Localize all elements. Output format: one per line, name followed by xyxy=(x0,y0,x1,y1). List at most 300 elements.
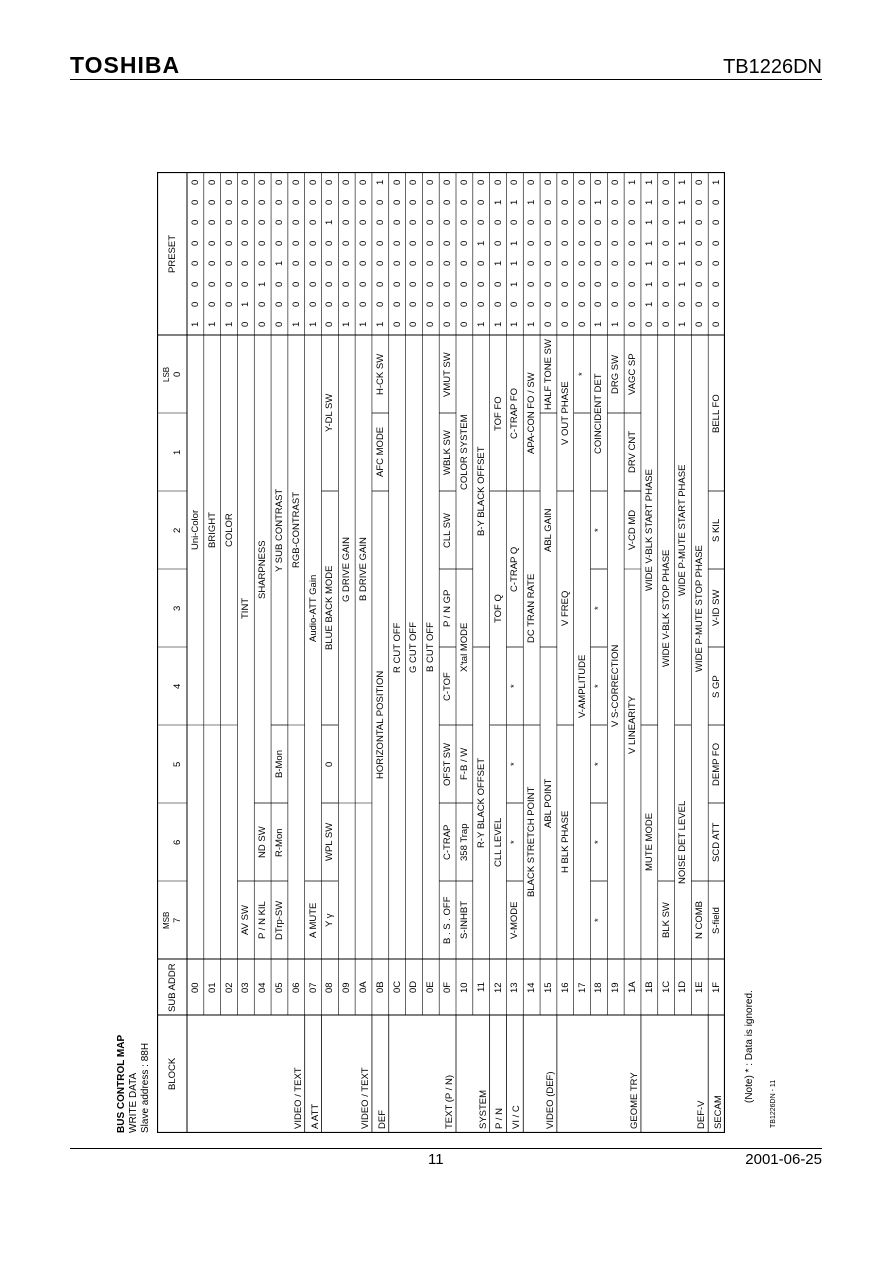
preset-1D-3: 1 xyxy=(677,260,689,267)
preset-11-7: 0 xyxy=(475,179,487,185)
preset-0A-2: 0 xyxy=(358,281,370,287)
preset-02-3: 0 xyxy=(223,260,235,267)
preset-1A-2: 0 xyxy=(627,281,639,287)
block-label-7: VI / C xyxy=(511,1105,523,1129)
preset-12-1: 0 xyxy=(492,301,504,307)
preset-1A-7: 1 xyxy=(627,179,639,185)
preset-10-2: 0 xyxy=(458,281,470,287)
preset-0E-0: 0 xyxy=(425,322,437,328)
preset-14-7: 0 xyxy=(526,179,538,185)
preset-18-7: 0 xyxy=(593,179,605,185)
cell-18-bit2: * xyxy=(593,528,605,532)
preset-05-5: 0 xyxy=(273,220,285,226)
preset-16-2: 0 xyxy=(559,281,571,287)
sub-addr-0A: 0A xyxy=(358,981,370,993)
preset-05-6: 0 xyxy=(273,199,285,206)
preset-0E-5: 0 xyxy=(425,220,437,226)
cell-16-bit1: V OUT PHASE xyxy=(559,381,571,445)
preset-1C-6: 0 xyxy=(660,199,672,206)
preset-07-5: 0 xyxy=(307,220,319,226)
preset-0C-4: 0 xyxy=(391,240,403,246)
preset-1F-2: 0 xyxy=(711,281,723,287)
preset-16-1: 0 xyxy=(559,301,571,307)
cell-18-bit6: * xyxy=(593,840,605,844)
preset-1E-5: 0 xyxy=(694,220,706,226)
sub-addr-19: 19 xyxy=(610,981,622,993)
cell-0C-bit7: R CUT OFF xyxy=(391,622,403,673)
preset-18-6: 1 xyxy=(593,199,605,206)
cell-12-bit1: TOF FO xyxy=(492,395,504,431)
preset-11-6: 0 xyxy=(475,199,487,206)
preset-0C-1: 0 xyxy=(391,301,403,307)
preset-0C-7: 0 xyxy=(391,179,403,185)
cell-1D-bit7: NOISE DET LEVEL xyxy=(677,800,689,884)
preset-0E-7: 0 xyxy=(425,179,437,185)
preset-09-6: 0 xyxy=(341,199,353,206)
preset-1B-0: 0 xyxy=(643,322,655,328)
preset-09-4: 0 xyxy=(341,240,353,246)
preset-1D-0: 1 xyxy=(677,322,689,328)
sub-addr-10: 10 xyxy=(458,981,470,993)
preset-06-1: 0 xyxy=(290,301,302,307)
preset-00-5: 0 xyxy=(189,220,201,226)
cell-05-bit6: R-Mon xyxy=(273,827,285,857)
sub-addr-0C: 0C xyxy=(391,980,403,993)
preset-16-4: 0 xyxy=(559,240,571,246)
preset-09-5: 0 xyxy=(341,220,353,226)
preset-07-4: 0 xyxy=(307,240,319,246)
preset-11-4: 1 xyxy=(475,240,487,246)
preset-02-6: 0 xyxy=(223,199,235,206)
preset-13-3: 1 xyxy=(509,260,521,267)
map-title: BUS CONTROL MAP xyxy=(116,1034,127,1133)
preset-14-1: 0 xyxy=(526,301,538,307)
preset-02-2: 0 xyxy=(223,281,235,287)
cell-18-bit7: * xyxy=(593,918,605,922)
cell-0B-bit0: H-CK SW xyxy=(374,353,386,395)
preset-14-6: 1 xyxy=(526,199,538,206)
cell-09-bit5: G DRIVE GAIN xyxy=(341,536,353,602)
preset-04-2: 1 xyxy=(257,281,269,287)
cell-1F-bit1: BELL FO xyxy=(711,393,723,433)
preset-0B-0: 1 xyxy=(374,322,386,328)
block-label-2: VIDEO / TEXT xyxy=(359,1067,371,1129)
preset-1C-5: 0 xyxy=(660,220,672,226)
preset-0D-1: 0 xyxy=(408,301,420,307)
cell-19-bit7: V S-CORRECTION xyxy=(610,644,622,727)
preset-1F-7: 1 xyxy=(711,179,723,185)
preset-1E-3: 0 xyxy=(694,260,706,267)
cell-1F-bit4: S GP xyxy=(711,674,723,698)
preset-17-6: 0 xyxy=(576,199,588,206)
preset-0E-3: 0 xyxy=(425,260,437,267)
preset-1B-4: 1 xyxy=(643,240,655,246)
preset-02-1: 0 xyxy=(223,301,235,307)
preset-17-1: 0 xyxy=(576,301,588,307)
sub-addr-13: 13 xyxy=(509,981,521,993)
preset-0A-1: 0 xyxy=(358,301,370,307)
preset-01-2: 0 xyxy=(206,281,218,287)
cell-17-bit7: V-AMPLITUDE xyxy=(576,654,588,718)
preset-09-7: 0 xyxy=(341,179,353,185)
preset-10-5: 0 xyxy=(458,220,470,226)
cell-15-bit7: ABL POINT xyxy=(542,778,554,828)
preset-1E-1: 0 xyxy=(694,301,706,307)
preset-02-4: 0 xyxy=(223,240,235,246)
preset-0B-5: 0 xyxy=(374,220,386,226)
preset-18-3: 0 xyxy=(593,260,605,267)
cell-0F-bit7: B . S . OFF xyxy=(442,896,454,944)
cell-00-bit4: Uni-Color xyxy=(189,509,201,550)
preset-0A-3: 0 xyxy=(358,260,370,267)
preset-14-4: 0 xyxy=(526,240,538,246)
cell-13-bit4: * xyxy=(509,684,521,688)
preset-1B-2: 1 xyxy=(643,281,655,287)
preset-header: PRESET xyxy=(166,234,178,273)
preset-1A-4: 0 xyxy=(627,240,639,246)
preset-15-6: 0 xyxy=(542,199,554,206)
preset-15-5: 0 xyxy=(542,220,554,226)
preset-08-2: 0 xyxy=(324,281,336,287)
preset-17-3: 0 xyxy=(576,260,588,267)
sub-addr-05: 05 xyxy=(273,981,285,993)
table-note: (Note) * : Data is ignored. xyxy=(744,990,755,1103)
cell-1B-bit4: WIDE V-BLK START PHASE xyxy=(643,469,655,591)
cell-1A-bit1: DRV CNT xyxy=(627,430,639,473)
cell-0B-bit7: HORIZONTAL POSITION xyxy=(374,670,386,779)
preset-01-6: 0 xyxy=(206,199,218,206)
block-label-9: GEOME TRY xyxy=(628,1072,640,1129)
preset-07-6: 0 xyxy=(307,199,319,206)
preset-12-6: 1 xyxy=(492,199,504,206)
cell-04-bit6: ND SW xyxy=(257,826,269,858)
preset-1E-0: 0 xyxy=(694,322,706,328)
cell-03-bit7: AV SW xyxy=(240,905,252,935)
block-label-0: VIDEO / TEXT xyxy=(292,1067,304,1129)
preset-14-5: 0 xyxy=(526,220,538,226)
preset-00-7: 0 xyxy=(189,179,201,185)
preset-14-2: 0 xyxy=(526,281,538,287)
sub-addr-02: 02 xyxy=(223,981,235,993)
cell-19-bit0: DRG SW xyxy=(610,354,622,394)
preset-05-4: 0 xyxy=(273,240,285,246)
preset-1B-5: 1 xyxy=(643,220,655,226)
preset-1B-6: 1 xyxy=(643,199,655,206)
cell-12-bit4: TOF Q xyxy=(492,593,504,623)
cell-15-bit0: HALF TONE SW xyxy=(542,338,554,410)
preset-17-7: 0 xyxy=(576,179,588,185)
preset-1A-1: 0 xyxy=(627,301,639,307)
cell-1F-bit6: SCD ATT xyxy=(711,822,723,862)
preset-0B-1: 0 xyxy=(374,301,386,307)
preset-06-3: 0 xyxy=(290,260,302,267)
preset-01-4: 0 xyxy=(206,240,218,246)
preset-0F-0: 0 xyxy=(442,322,454,328)
preset-1A-0: 0 xyxy=(627,322,639,328)
preset-03-1: 1 xyxy=(240,301,252,307)
sub-addr-1C: 1C xyxy=(660,980,672,993)
preset-13-1: 0 xyxy=(509,301,521,307)
preset-03-7: 0 xyxy=(240,179,252,185)
cell-12-bit7: CLL LEVEL xyxy=(492,817,504,867)
bit-header-2: 2 xyxy=(171,527,183,533)
sub-addr-0F: 0F xyxy=(442,981,454,993)
block-label-3: DEF xyxy=(376,1110,388,1129)
preset-1D-2: 1 xyxy=(677,281,689,287)
preset-1A-6: 0 xyxy=(627,199,639,206)
cell-15-bit3: ABL GAIN xyxy=(542,508,554,552)
preset-0A-4: 0 xyxy=(358,240,370,246)
preset-03-3: 0 xyxy=(240,260,252,267)
preset-09-0: 1 xyxy=(341,322,353,328)
preset-1F-0: 0 xyxy=(711,322,723,328)
cell-0F-bit0: VMUT SW xyxy=(442,351,454,397)
cell-1C-bit7: BLK SW xyxy=(660,902,672,938)
bit-header-1: 1 xyxy=(171,449,183,455)
preset-03-5: 0 xyxy=(240,220,252,226)
preset-12-3: 1 xyxy=(492,260,504,267)
preset-03-2: 0 xyxy=(240,281,252,287)
cell-1A-bit2: V-CD MD xyxy=(627,509,639,550)
sub-addr-01: 01 xyxy=(206,981,218,993)
cell-10-bit6: 358 Trap xyxy=(458,823,470,861)
cell-08-bit6: WPL SW xyxy=(324,822,336,861)
cell-05-bit5: B-Mon xyxy=(273,750,285,778)
preset-0C-0: 0 xyxy=(391,322,403,328)
cell-08-bit5: 0 xyxy=(324,761,336,767)
sub-addr-1D: 1D xyxy=(677,980,689,993)
preset-15-1: 0 xyxy=(542,301,554,307)
preset-14-0: 1 xyxy=(526,322,538,328)
preset-11-5: 0 xyxy=(475,220,487,226)
preset-06-0: 1 xyxy=(290,322,302,328)
preset-1E-4: 0 xyxy=(694,240,706,246)
preset-16-0: 0 xyxy=(559,322,571,328)
bus-control-map-table xyxy=(157,172,725,1133)
preset-1F-6: 0 xyxy=(711,199,723,206)
preset-1F-1: 0 xyxy=(711,301,723,307)
preset-05-0: 0 xyxy=(273,322,285,328)
preset-17-5: 0 xyxy=(576,220,588,226)
cell-1F-bit3: V-ID SW xyxy=(711,589,723,626)
preset-1B-3: 1 xyxy=(643,260,655,267)
cell-0F-bit4: C-TOF xyxy=(442,671,454,701)
preset-0F-4: 0 xyxy=(442,240,454,246)
preset-1C-4: 0 xyxy=(660,240,672,246)
preset-13-0: 1 xyxy=(509,322,521,328)
preset-0D-5: 0 xyxy=(408,220,420,226)
cell-18-bit1: COINCIDENT DET xyxy=(593,372,605,454)
cell-05-bit4: Y SUB CONTRAST xyxy=(273,488,285,572)
preset-10-0: 0 xyxy=(458,322,470,328)
bit-header-5: 5 xyxy=(171,761,183,767)
preset-16-5: 0 xyxy=(559,220,571,226)
preset-13-5: 0 xyxy=(509,220,521,226)
cell-1E-bit6: WIDE P-MUTE STOP PHASE xyxy=(694,544,706,672)
preset-0D-2: 0 xyxy=(408,281,420,287)
preset-10-6: 0 xyxy=(458,199,470,206)
lsb-header: LSB xyxy=(161,366,171,382)
cell-0F-bit1: WBLK SW xyxy=(442,429,454,475)
preset-0B-6: 0 xyxy=(374,199,386,206)
sub-addr-1B: 1B xyxy=(643,981,655,993)
preset-19-0: 1 xyxy=(610,322,622,328)
preset-0C-2: 0 xyxy=(391,281,403,287)
figure-id: TB1226DN - 11 xyxy=(770,1079,777,1128)
preset-12-7: 0 xyxy=(492,179,504,185)
footer-rule xyxy=(70,1148,822,1149)
cell-1D-bit4: WIDE P-MUTE START PHASE xyxy=(677,464,689,596)
sub-addr-08: 08 xyxy=(324,981,336,993)
preset-19-6: 0 xyxy=(610,199,622,206)
preset-13-4: 1 xyxy=(509,240,521,246)
sub-addr-09: 09 xyxy=(341,981,353,993)
preset-04-5: 0 xyxy=(257,220,269,226)
bit-header-7: 7 xyxy=(171,917,183,923)
preset-00-3: 0 xyxy=(189,260,201,267)
sub-addr-0E: 0E xyxy=(425,981,437,993)
preset-1C-7: 0 xyxy=(660,179,672,185)
cell-0E-bit7: B CUT OFF xyxy=(425,622,437,672)
preset-01-0: 1 xyxy=(206,322,218,328)
preset-04-1: 0 xyxy=(257,301,269,307)
preset-13-7: 0 xyxy=(509,179,521,185)
block-label-5: SYSTEM xyxy=(477,1089,489,1129)
preset-13-6: 1 xyxy=(509,199,521,206)
preset-1F-4: 0 xyxy=(711,240,723,246)
preset-16-3: 0 xyxy=(559,260,571,267)
preset-1D-7: 1 xyxy=(677,179,689,185)
cell-1F-bit5: DEMP FO xyxy=(711,742,723,786)
preset-0D-4: 0 xyxy=(408,240,420,246)
bit-header-0: 0 xyxy=(171,371,183,377)
preset-12-5: 0 xyxy=(492,220,504,226)
cell-14-bit4: DC TRAN RATE xyxy=(526,573,538,643)
preset-19-7: 0 xyxy=(610,179,622,185)
cell-17-bit0: * xyxy=(576,372,588,376)
sub-addr-16: 16 xyxy=(559,981,571,993)
header-rule xyxy=(70,79,822,80)
cell-04-bit5: SHARPNESS xyxy=(257,539,269,599)
preset-06-5: 0 xyxy=(290,220,302,226)
preset-05-1: 0 xyxy=(273,301,285,307)
preset-1F-3: 0 xyxy=(711,260,723,267)
preset-11-3: 0 xyxy=(475,260,487,267)
preset-10-4: 0 xyxy=(458,240,470,246)
preset-05-7: 0 xyxy=(273,179,285,185)
preset-02-5: 0 xyxy=(223,220,235,226)
cell-18-bit3: * xyxy=(593,606,605,610)
preset-0D-3: 0 xyxy=(408,260,420,267)
block-header: BLOCK xyxy=(166,1057,178,1090)
preset-1C-2: 0 xyxy=(660,281,672,287)
cell-0A-bit5: B DRIVE GAIN xyxy=(358,537,370,601)
slave-address: Slave address : 88H xyxy=(140,1042,151,1133)
preset-19-3: 0 xyxy=(610,260,622,267)
preset-18-4: 0 xyxy=(593,240,605,246)
preset-18-1: 0 xyxy=(593,301,605,307)
msb-header: MSB xyxy=(161,911,171,929)
preset-12-4: 0 xyxy=(492,240,504,246)
preset-0F-5: 0 xyxy=(442,220,454,226)
cell-16-bit7: H BLK PHASE xyxy=(559,810,571,873)
preset-07-0: 1 xyxy=(307,322,319,328)
cell-1B-bit7: MUTE MODE xyxy=(643,812,655,871)
preset-1E-2: 0 xyxy=(694,281,706,287)
preset-09-1: 0 xyxy=(341,301,353,307)
preset-07-3: 0 xyxy=(307,260,319,267)
map-subtitle: WRITE DATA xyxy=(128,1072,139,1133)
preset-01-5: 0 xyxy=(206,220,218,226)
cell-1E-bit7: N COMB xyxy=(694,901,706,939)
preset-1E-6: 0 xyxy=(694,199,706,206)
preset-08-1: 0 xyxy=(324,301,336,307)
sub-addr-11: 11 xyxy=(475,982,487,992)
preset-0B-4: 0 xyxy=(374,240,386,246)
preset-10-1: 0 xyxy=(458,301,470,307)
preset-0C-6: 0 xyxy=(391,199,403,206)
cell-01-bit4: BRIGHT xyxy=(206,512,218,548)
preset-15-2: 0 xyxy=(542,281,554,287)
cell-1C-bit6: WIDE V-BLK STOP PHASE xyxy=(660,549,672,667)
preset-0B-3: 0 xyxy=(374,260,386,267)
preset-1D-6: 1 xyxy=(677,199,689,206)
preset-08-3: 0 xyxy=(324,260,336,267)
preset-1D-1: 0 xyxy=(677,301,689,307)
preset-09-3: 0 xyxy=(341,260,353,267)
cell-1F-bit2: S KIL xyxy=(711,518,723,542)
preset-15-7: 0 xyxy=(542,179,554,185)
sub-addr-0D: 0D xyxy=(408,980,420,993)
preset-06-4: 0 xyxy=(290,240,302,246)
sub-addr-07: 07 xyxy=(307,981,319,993)
preset-0C-5: 0 xyxy=(391,220,403,226)
preset-18-5: 0 xyxy=(593,220,605,226)
cell-10-bit2: COLOR SYSTEM xyxy=(458,414,470,490)
part-number: TB1226DN xyxy=(723,56,822,78)
sub-addr-17: 17 xyxy=(576,981,588,993)
preset-04-7: 0 xyxy=(257,179,269,185)
preset-1E-7: 0 xyxy=(694,179,706,185)
preset-09-2: 0 xyxy=(341,281,353,287)
cell-07-bit6: Audio-ATT Gain xyxy=(307,574,319,642)
preset-02-0: 1 xyxy=(223,322,235,328)
cell-10-bit4: X'tal MODE xyxy=(458,622,470,672)
preset-17-4: 0 xyxy=(576,240,588,246)
cell-0B-bit1: AFC MODE xyxy=(374,426,386,477)
preset-18-2: 0 xyxy=(593,281,605,287)
preset-0F-2: 0 xyxy=(442,281,454,287)
preset-17-2: 0 xyxy=(576,281,588,287)
cell-18-bit4: * xyxy=(593,684,605,688)
preset-07-1: 0 xyxy=(307,301,319,307)
block-label-4: TEXT (P / N) xyxy=(444,1074,455,1129)
sub-addr-12: 12 xyxy=(492,981,504,993)
cell-0F-bit5: OFST SW xyxy=(442,742,454,786)
preset-0F-1: 0 xyxy=(442,301,454,307)
preset-08-5: 1 xyxy=(324,220,336,226)
preset-12-0: 1 xyxy=(492,322,504,328)
preset-0F-3: 0 xyxy=(442,260,454,267)
block-label-1: A ATT xyxy=(309,1103,321,1129)
preset-1D-5: 1 xyxy=(677,220,689,226)
sub-addr-15: 15 xyxy=(542,981,554,993)
bit-header-3: 3 xyxy=(171,605,183,611)
preset-03-6: 0 xyxy=(240,199,252,206)
preset-1D-4: 1 xyxy=(677,240,689,246)
preset-15-0: 0 xyxy=(542,322,554,328)
preset-0B-7: 1 xyxy=(374,179,386,185)
